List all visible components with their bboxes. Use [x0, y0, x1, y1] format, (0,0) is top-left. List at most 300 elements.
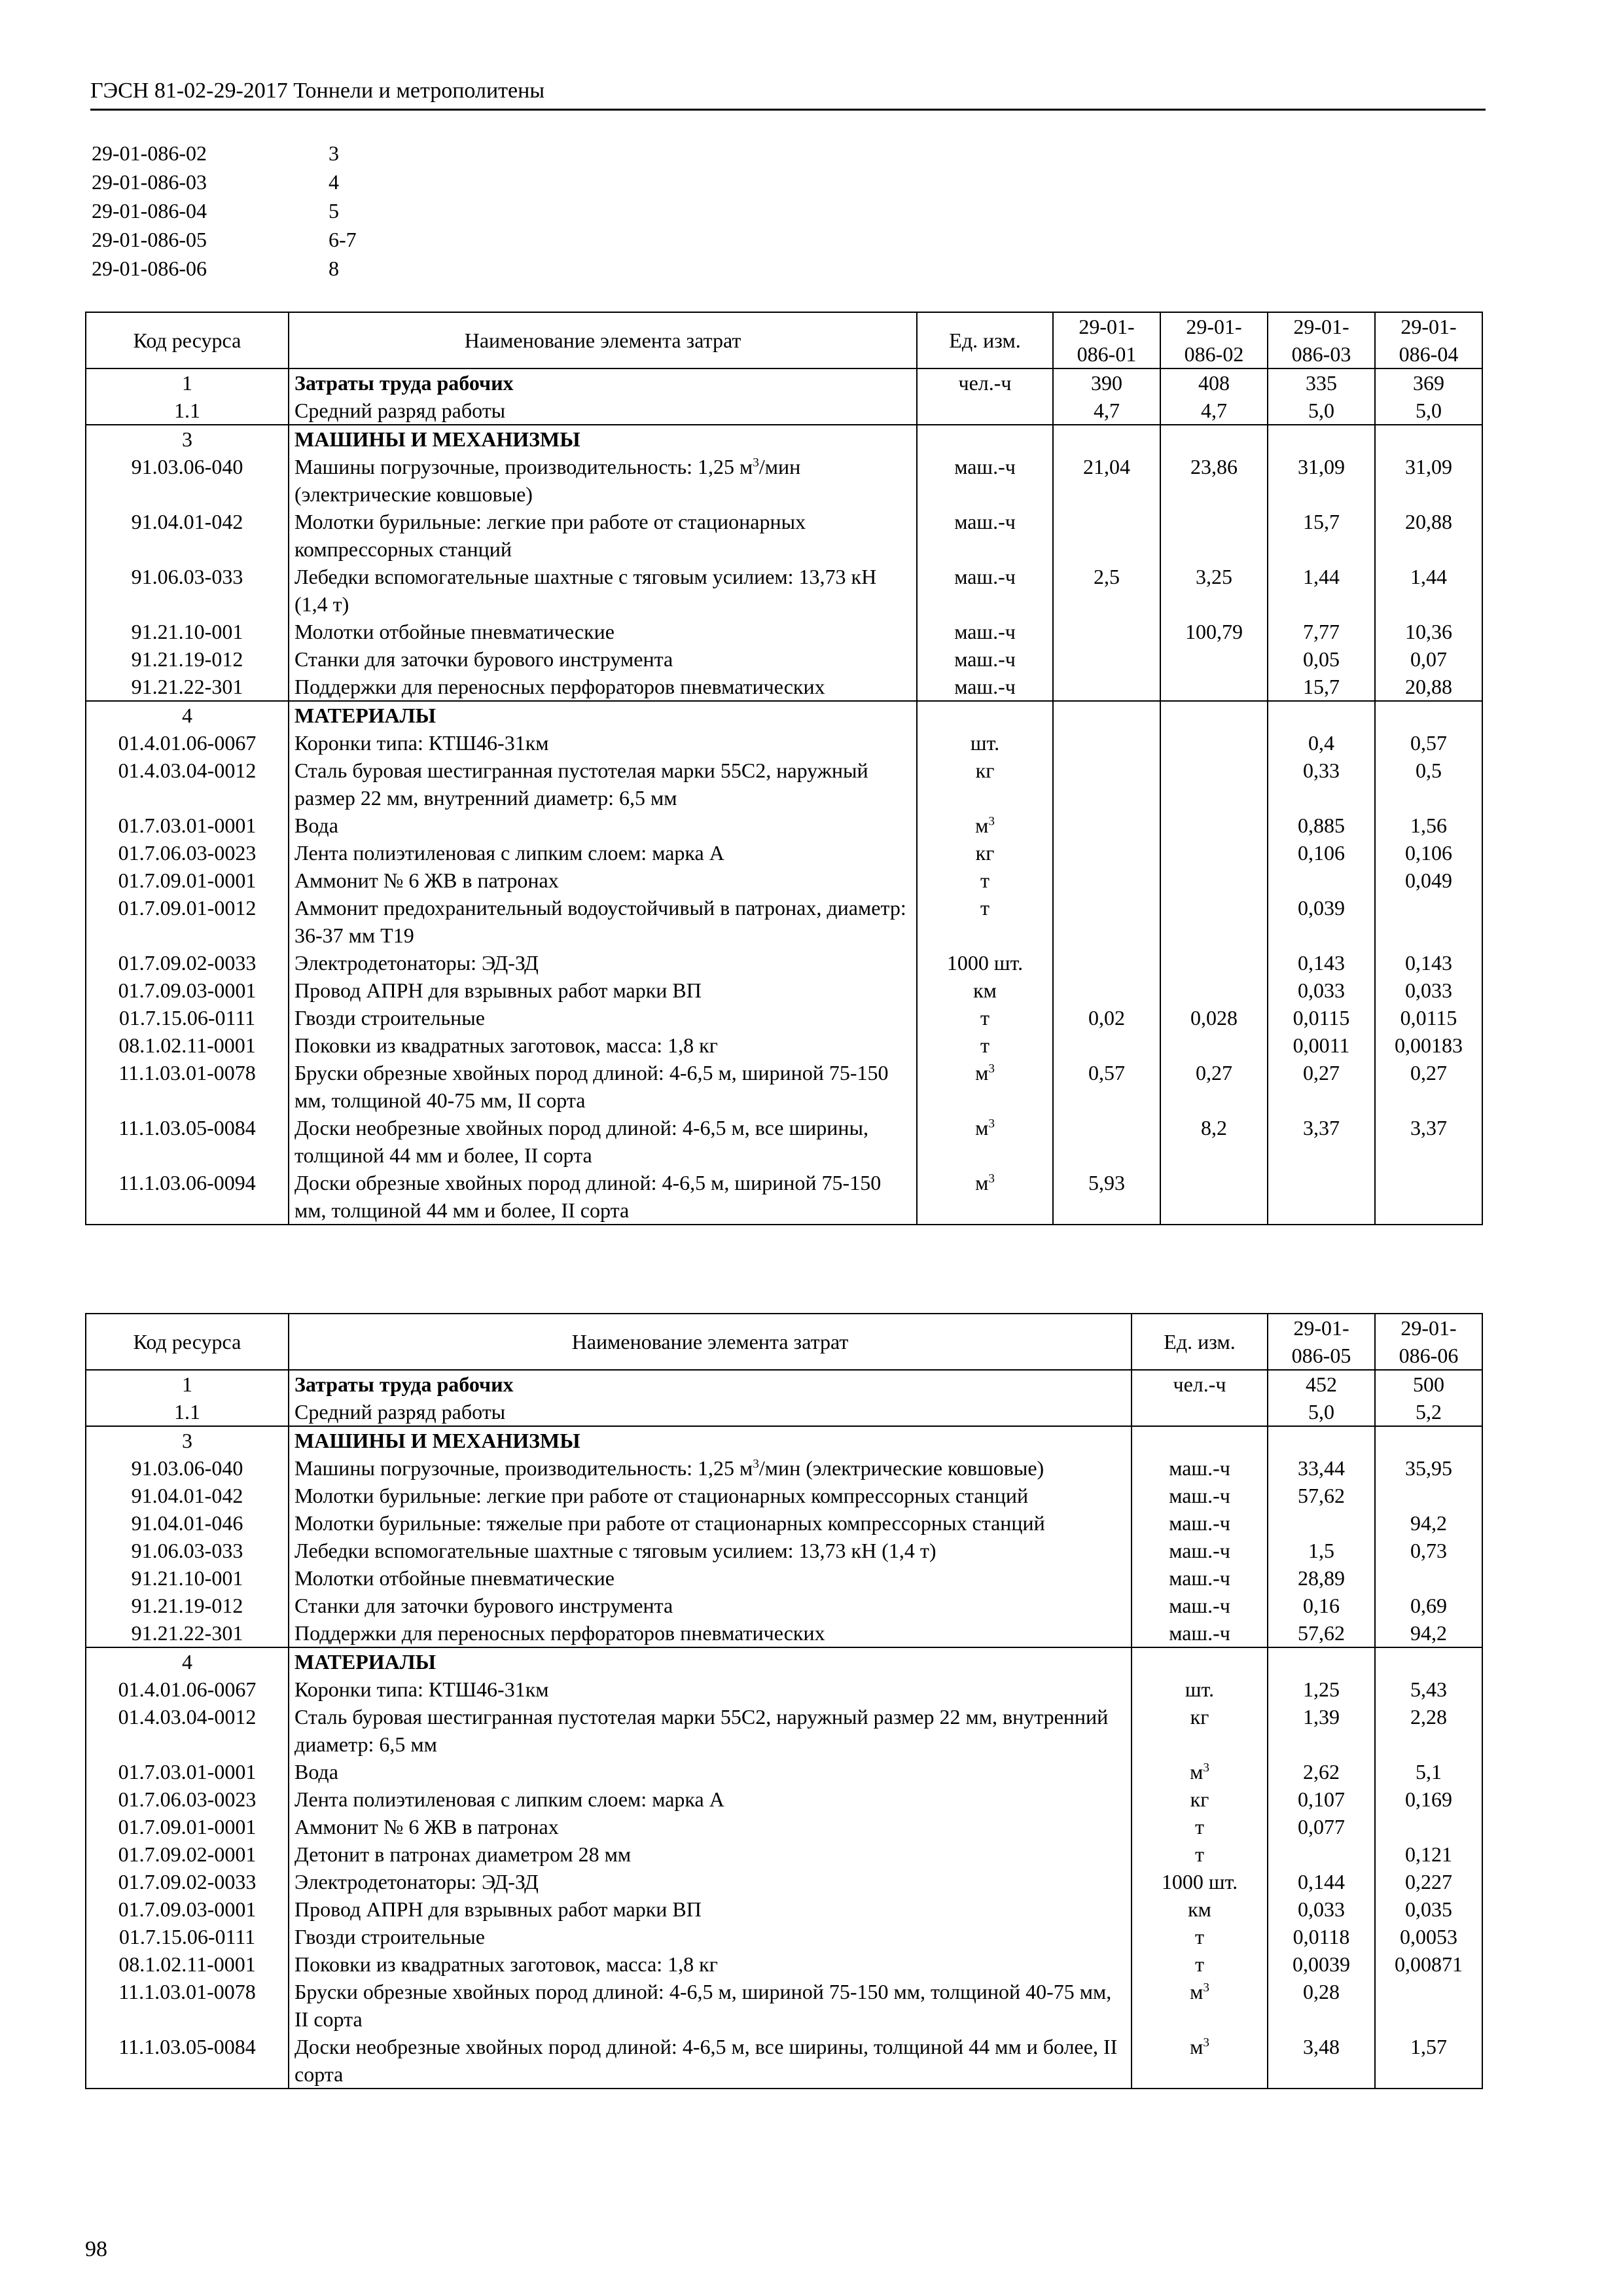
resource-name: Вода	[289, 1758, 1132, 1785]
code-list-code: 29-01-086-05	[92, 228, 207, 251]
resource-name: Электродетонаторы: ЭД-ЗД	[289, 1868, 1132, 1895]
value-cell: 0,033	[1268, 1895, 1375, 1923]
value-cell	[1268, 701, 1375, 729]
section-row	[86, 425, 1482, 453]
value-cell	[1053, 673, 1160, 701]
table-row	[86, 949, 1482, 977]
value-cell: 0,0115	[1375, 1004, 1482, 1031]
value-cell	[1160, 1169, 1268, 1225]
table-row	[86, 812, 1482, 839]
code-list-value: 5	[329, 199, 339, 223]
value-cell: 1,25	[1268, 1676, 1375, 1703]
value-cell	[1375, 701, 1482, 729]
unit: т	[1132, 1813, 1268, 1840]
code-list-code: 29-01-086-03	[92, 170, 207, 194]
unit: маш.-ч	[1132, 1619, 1268, 1647]
resource-name: Коронки типа: КТШ46-31км	[289, 1676, 1132, 1703]
value-cell: 0,02	[1053, 1004, 1160, 1031]
unit: кг	[1132, 1703, 1268, 1758]
value-cell: 7,77	[1268, 618, 1375, 645]
value-cell	[1268, 1426, 1375, 1454]
resource-name: Провод АПРН для взрывных работ марки ВП	[289, 977, 917, 1004]
resource-name: Станки для заточки бурового инструмента	[289, 645, 917, 673]
resource-name: Бруски обрезные хвойных пород длиной: 4-6,5 м, шириной 75-150 мм, толщиной 40-75 мм, II сорта	[289, 1059, 917, 1114]
value-cell: 390	[1053, 368, 1160, 397]
code-list-value: 3	[329, 141, 339, 165]
value-cell: 0,106	[1375, 839, 1482, 867]
resource-code: 01.7.09.02-0001	[86, 1840, 289, 1868]
resource-name: МАШИНЫ И МЕХАНИЗМЫ	[289, 1426, 1132, 1454]
resource-code: 01.4.03.04-0012	[86, 1703, 289, 1758]
value-cell: 0,033	[1268, 977, 1375, 1004]
code-list-code: 29-01-086-04	[92, 199, 207, 223]
table-row	[86, 1482, 1482, 1509]
value-cell: 0,885	[1268, 812, 1375, 839]
table-header-row	[86, 1314, 1482, 1370]
page-number: 98	[85, 2237, 107, 2261]
value-cell: 0,0039	[1268, 1950, 1375, 1978]
value-cell: 5,0	[1268, 397, 1375, 425]
value-cell: 1,44	[1375, 563, 1482, 618]
value-cell	[1375, 1647, 1482, 1676]
resource-code: 91.03.06-040	[86, 453, 289, 508]
resource-name: Поковки из квадратных заготовок, масса: 1,8 кг	[289, 1950, 1132, 1978]
table-row	[86, 1868, 1482, 1895]
value-cell	[1160, 977, 1268, 1004]
value-cell: 0,033	[1375, 977, 1482, 1004]
value-cell	[1375, 1978, 1482, 2033]
table-row	[86, 1059, 1482, 1114]
column-header: Код ресурса	[86, 312, 289, 368]
value-cell: 0,33	[1268, 757, 1375, 812]
resource-code: 11.1.03.01-0078	[86, 1978, 289, 2033]
unit: маш.-ч	[1132, 1592, 1268, 1619]
resource-name: Машины погрузочные, производительность: 1,25 $м^3$/мин (электрические ковшовые)	[289, 1454, 1132, 1482]
value-cell	[1053, 508, 1160, 563]
resource-name: Бруски обрезные хвойных пород длиной: 4-6,5 м, шириной 75-150 мм, толщиной 40-75 мм, II сорта	[289, 1978, 1132, 2033]
value-cell: 0,27	[1375, 1059, 1482, 1114]
value-cell: 0,077	[1268, 1813, 1375, 1840]
value-cell: 0,05	[1268, 645, 1375, 673]
value-cell	[1053, 949, 1160, 977]
unit: $м^3$	[1132, 1758, 1268, 1785]
resource-name: Молотки отбойные пневматические	[289, 1564, 1132, 1592]
unit: маш.-ч	[917, 508, 1053, 563]
table-row	[86, 1592, 1482, 1619]
code-list-item	[92, 225, 357, 254]
resource-code: 01.7.09.01-0001	[86, 1813, 289, 1840]
value-cell: 0,121	[1375, 1840, 1482, 1868]
code-list-value: 8	[329, 257, 339, 280]
unit: чел.-ч	[917, 368, 1053, 397]
code-list-code: 29-01-086-06	[92, 257, 207, 280]
value-cell: 5,1	[1375, 1758, 1482, 1785]
table-row	[86, 1895, 1482, 1923]
code-list-item	[92, 196, 357, 225]
table-row	[86, 977, 1482, 1004]
unit: маш.-ч	[917, 618, 1053, 645]
value-cell: 0,169	[1375, 1785, 1482, 1813]
value-cell: 5,0	[1375, 397, 1482, 425]
value-cell: 0,143	[1375, 949, 1482, 977]
resource-code: 3	[86, 425, 289, 453]
value-cell: 0,00871	[1375, 1950, 1482, 1978]
resource-code: 11.1.03.06-0094	[86, 1169, 289, 1225]
resource-table-2	[85, 1313, 1483, 2089]
value-cell	[1160, 812, 1268, 839]
unit: маш.-ч	[917, 673, 1053, 701]
value-cell	[1053, 839, 1160, 867]
unit	[1132, 1647, 1268, 1676]
value-cell	[1268, 867, 1375, 894]
value-cell	[1053, 867, 1160, 894]
resource-code: 01.7.06.03-0023	[86, 1785, 289, 1813]
resource-name: Детонит в патронах диаметром 28 мм	[289, 1840, 1132, 1868]
resource-code: 01.7.06.03-0023	[86, 839, 289, 867]
value-cell	[1053, 645, 1160, 673]
value-cell	[1268, 1169, 1375, 1225]
table-row	[86, 1676, 1482, 1703]
value-cell	[1375, 1426, 1482, 1454]
resource-code: 11.1.03.05-0084	[86, 2033, 289, 2089]
value-cell: 0,57	[1053, 1059, 1160, 1114]
value-cell: 0,00183	[1375, 1031, 1482, 1059]
value-cell: 23,86	[1160, 453, 1268, 508]
table-header-row	[86, 312, 1482, 368]
column-header: Наименование элемента затрат	[289, 1314, 1132, 1370]
unit: чел.-ч	[1132, 1370, 1268, 1398]
value-cell: 1,57	[1375, 2033, 1482, 2089]
value-cell: 94,2	[1375, 1619, 1482, 1647]
resource-name: Затраты труда рабочих	[289, 1370, 1132, 1398]
value-cell: 2,62	[1268, 1758, 1375, 1785]
value-cell: 408	[1160, 368, 1268, 397]
resource-code: 01.7.15.06-0111	[86, 1923, 289, 1950]
value-cell: 3,48	[1268, 2033, 1375, 2089]
column-header: 29-01- 086-02	[1160, 312, 1268, 368]
resource-name: Коронки типа: КТШ46-31км	[289, 729, 917, 757]
value-cell: 57,62	[1268, 1482, 1375, 1509]
resource-code: 08.1.02.11-0001	[86, 1950, 289, 1978]
resource-code: 1	[86, 1370, 289, 1398]
resource-name: Молотки бурильные: легкие при работе от стационарных компрессорных станций	[289, 1482, 1132, 1509]
resource-code: 91.06.03-033	[86, 1537, 289, 1564]
resource-name: Поддержки для переносных перфораторов пневматических	[289, 1619, 1132, 1647]
column-header: Наименование элемента затрат	[289, 312, 917, 368]
value-cell: 0,0053	[1375, 1923, 1482, 1950]
value-cell: 0,27	[1160, 1059, 1268, 1114]
resource-code: 08.1.02.11-0001	[86, 1031, 289, 1059]
unit: т	[917, 1031, 1053, 1059]
section-row	[86, 1426, 1482, 1454]
value-cell: 2,5	[1053, 563, 1160, 618]
value-cell	[1053, 977, 1160, 1004]
value-cell: 0,028	[1160, 1004, 1268, 1031]
value-cell	[1160, 673, 1268, 701]
value-cell	[1375, 1564, 1482, 1592]
resource-code: 91.04.01-042	[86, 1482, 289, 1509]
table-row	[86, 1978, 1482, 2033]
value-cell	[1268, 1840, 1375, 1868]
resource-code: 01.4.01.06-0067	[86, 1676, 289, 1703]
unit: маш.-ч	[1132, 1509, 1268, 1537]
unit: $м^3$	[917, 1114, 1053, 1169]
resource-name: Сталь буровая шестигранная пустотелая марки 55С2, наружный размер 22 мм, внутренний диаметр: 6,5 мм	[289, 1703, 1132, 1758]
unit: км	[917, 977, 1053, 1004]
resource-name: Доски необрезные хвойных пород длиной: 4-6,5 м, все ширины, толщиной 44 мм и более, II сорта	[289, 1114, 917, 1169]
value-cell: 0,0011	[1268, 1031, 1375, 1059]
code-list-item	[92, 139, 357, 168]
resource-name: Гвозди строительные	[289, 1004, 917, 1031]
value-cell: 0,69	[1375, 1592, 1482, 1619]
table-row	[86, 1454, 1482, 1482]
column-header: 29-01- 086-06	[1375, 1314, 1482, 1370]
resource-name: Сталь буровая шестигранная пустотелая марки 55С2, наружный размер 22 мм, внутренний диаметр: 6,5 мм	[289, 757, 917, 812]
resource-name: МАТЕРИАЛЫ	[289, 701, 917, 729]
column-header: 29-01- 086-01	[1053, 312, 1160, 368]
unit	[1132, 1398, 1268, 1426]
value-cell: 20,88	[1375, 508, 1482, 563]
unit: маш.-ч	[1132, 1537, 1268, 1564]
table-row	[86, 1785, 1482, 1813]
value-cell: 369	[1375, 368, 1482, 397]
resource-code: 01.7.15.06-0111	[86, 1004, 289, 1031]
section-row	[86, 1370, 1482, 1398]
value-cell	[1375, 1169, 1482, 1225]
resource-code: 01.4.03.04-0012	[86, 757, 289, 812]
resource-code: 91.21.10-001	[86, 618, 289, 645]
table-row	[86, 2033, 1482, 2089]
unit: км	[1132, 1895, 1268, 1923]
table-row	[86, 1114, 1482, 1169]
resource-name: Поддержки для переносных перфораторов пневматических	[289, 673, 917, 701]
value-cell: 0,57	[1375, 729, 1482, 757]
unit: маш.-ч	[917, 645, 1053, 673]
table-row	[86, 1564, 1482, 1592]
table-row	[86, 1840, 1482, 1868]
resource-code: 1.1	[86, 1398, 289, 1426]
resource-name: Лента полиэтиленовая с липким слоем: марка А	[289, 1785, 1132, 1813]
value-cell: 3,25	[1160, 563, 1268, 618]
value-cell	[1160, 757, 1268, 812]
value-cell: 0,16	[1268, 1592, 1375, 1619]
resource-code: 91.21.22-301	[86, 1619, 289, 1647]
value-cell: 500	[1375, 1370, 1482, 1398]
value-cell: 1,44	[1268, 563, 1375, 618]
column-header: Ед. изм.	[917, 312, 1053, 368]
value-cell: 2,28	[1375, 1703, 1482, 1758]
table-row	[86, 508, 1482, 563]
table-row	[86, 1758, 1482, 1785]
unit: маш.-ч	[917, 453, 1053, 508]
value-cell: 0,27	[1268, 1059, 1375, 1114]
resource-code: 11.1.03.05-0084	[86, 1114, 289, 1169]
resource-code: 91.04.01-042	[86, 508, 289, 563]
value-cell: 8,2	[1160, 1114, 1268, 1169]
value-cell: 0,144	[1268, 1868, 1375, 1895]
resource-code: 4	[86, 701, 289, 729]
resource-name: Молотки бурильные: тяжелые при работе от стационарных компрессорных станций	[289, 1509, 1132, 1537]
value-cell: 5,0	[1268, 1398, 1375, 1426]
table-row	[86, 894, 1482, 949]
value-cell: 21,04	[1053, 453, 1160, 508]
resource-code: 3	[86, 1426, 289, 1454]
resource-code: 01.7.03.01-0001	[86, 1758, 289, 1785]
code-list-value: 4	[329, 170, 339, 194]
table-row	[86, 618, 1482, 645]
table-row	[86, 673, 1482, 701]
value-cell	[1160, 839, 1268, 867]
value-cell	[1268, 1647, 1375, 1676]
resource-code: 91.21.19-012	[86, 645, 289, 673]
value-cell: 3,37	[1268, 1114, 1375, 1169]
value-cell: 35,95	[1375, 1454, 1482, 1482]
table-row	[86, 1031, 1482, 1059]
resource-code: 01.7.09.02-0033	[86, 1868, 289, 1895]
value-cell	[1160, 701, 1268, 729]
resource-name: Средний разряд работы	[289, 397, 917, 425]
unit: $м^3$	[917, 1169, 1053, 1225]
value-cell	[1160, 894, 1268, 949]
resource-name: Аммонит предохранительный водоустойчивый в патронах, диаметр: 36-37 мм Т19	[289, 894, 917, 949]
unit: кг	[917, 839, 1053, 867]
column-header: 29-01- 086-03	[1268, 312, 1375, 368]
value-cell: 1,39	[1268, 1703, 1375, 1758]
resource-name: Доски необрезные хвойных пород длиной: 4-6,5 м, все ширины, толщиной 44 мм и более, II сорта	[289, 2033, 1132, 2089]
value-cell: 33,44	[1268, 1454, 1375, 1482]
unit: шт.	[1132, 1676, 1268, 1703]
value-cell: 0,5	[1375, 757, 1482, 812]
resource-name: Лебедки вспомогательные шахтные с тяговым усилием: 13,73 кН (1,4 т)	[289, 1537, 1132, 1564]
value-cell	[1160, 1031, 1268, 1059]
resource-name: Станки для заточки бурового инструмента	[289, 1592, 1132, 1619]
resource-code: 01.7.09.01-0012	[86, 894, 289, 949]
value-cell: 5,43	[1375, 1676, 1482, 1703]
value-cell: 31,09	[1375, 453, 1482, 508]
resource-name: МАТЕРИАЛЫ	[289, 1647, 1132, 1676]
table-row	[86, 645, 1482, 673]
unit: $м^3$	[917, 1059, 1053, 1114]
table-row	[86, 1004, 1482, 1031]
value-cell: 15,7	[1268, 673, 1375, 701]
table-row	[86, 1813, 1482, 1840]
column-header: 29-01- 086-04	[1375, 312, 1482, 368]
code-list-value: 6-7	[329, 228, 357, 251]
table-row	[86, 453, 1482, 508]
resource-code: 01.7.09.03-0001	[86, 977, 289, 1004]
unit: т	[917, 867, 1053, 894]
code-list-item	[92, 168, 357, 196]
value-cell: 4,7	[1053, 397, 1160, 425]
resource-code: 91.06.03-033	[86, 563, 289, 618]
value-cell	[1268, 425, 1375, 453]
resource-code: 1	[86, 368, 289, 397]
value-cell: 57,62	[1268, 1619, 1375, 1647]
value-cell: 0,107	[1268, 1785, 1375, 1813]
unit	[1132, 1426, 1268, 1454]
unit: 1000 шт.	[917, 949, 1053, 977]
value-cell	[1375, 1813, 1482, 1840]
resource-code: 91.21.22-301	[86, 673, 289, 701]
value-cell: 0,73	[1375, 1537, 1482, 1564]
resource-name: Лебедки вспомогательные шахтные с тяговым усилием: 13,73 кН (1,4 т)	[289, 563, 917, 618]
value-cell: 31,09	[1268, 453, 1375, 508]
table-row	[86, 839, 1482, 867]
table-row	[86, 1923, 1482, 1950]
resource-code: 01.7.09.01-0001	[86, 867, 289, 894]
value-cell	[1375, 425, 1482, 453]
value-cell	[1160, 949, 1268, 977]
column-header: Код ресурса	[86, 1314, 289, 1370]
table-row	[86, 757, 1482, 812]
unit: кг	[917, 757, 1053, 812]
resource-name: Молотки бурильные: легкие при работе от стационарных компрессорных станций	[289, 508, 917, 563]
unit	[917, 701, 1053, 729]
column-header: Ед. изм.	[1132, 1314, 1268, 1370]
value-cell	[1053, 757, 1160, 812]
table-row	[86, 1703, 1482, 1758]
value-cell	[1160, 867, 1268, 894]
value-cell: 0,049	[1375, 867, 1482, 894]
value-cell: 0,07	[1375, 645, 1482, 673]
value-cell: 0,035	[1375, 1895, 1482, 1923]
resource-name: Доски обрезные хвойных пород длиной: 4-6,5 м, шириной 75-150 мм, толщиной 44 мм и более, II сорта	[289, 1169, 917, 1225]
code-list	[92, 139, 357, 283]
value-cell: 0,28	[1268, 1978, 1375, 2033]
unit: маш.-ч	[1132, 1564, 1268, 1592]
unit: шт.	[917, 729, 1053, 757]
unit: 1000 шт.	[1132, 1868, 1268, 1895]
unit: маш.-ч	[917, 563, 1053, 618]
value-cell	[1053, 425, 1160, 453]
value-cell: 94,2	[1375, 1509, 1482, 1537]
resource-code: 01.7.09.03-0001	[86, 1895, 289, 1923]
unit: $м^3$	[917, 812, 1053, 839]
value-cell	[1160, 645, 1268, 673]
section-row	[86, 1647, 1482, 1676]
value-cell	[1160, 729, 1268, 757]
section-row	[86, 701, 1482, 729]
value-cell: 100,79	[1160, 618, 1268, 645]
resource-name: Средний разряд работы	[289, 1398, 1132, 1426]
table-row	[86, 1619, 1482, 1647]
value-cell: 0,039	[1268, 894, 1375, 949]
code-list-code: 29-01-086-02	[92, 141, 207, 165]
value-cell: 0,4	[1268, 729, 1375, 757]
value-cell: 28,89	[1268, 1564, 1375, 1592]
table-row	[86, 1950, 1482, 1978]
resource-name: Аммонит № 6 ЖВ в патронах	[289, 867, 917, 894]
resource-code: 1.1	[86, 397, 289, 425]
resource-name: Машины погрузочные, производительность: 1,25 $м^3$/мин (электрические ковшовые)	[289, 453, 917, 508]
page-header: ГЭСН 81-02-29-2017 Тоннели и метрополитены	[90, 76, 1486, 111]
unit: т	[1132, 1923, 1268, 1950]
resource-code: 01.7.03.01-0001	[86, 812, 289, 839]
resource-name: Молотки отбойные пневматические	[289, 618, 917, 645]
section-row	[86, 368, 1482, 397]
value-cell	[1160, 425, 1268, 453]
unit: т	[1132, 1950, 1268, 1978]
resource-code: 91.03.06-040	[86, 1454, 289, 1482]
value-cell	[1160, 508, 1268, 563]
value-cell	[1053, 729, 1160, 757]
resource-name: Поковки из квадратных заготовок, масса: 1,8 кг	[289, 1031, 917, 1059]
code-list-item	[92, 254, 357, 283]
unit: $м^3$	[1132, 1978, 1268, 2033]
resource-code: 4	[86, 1647, 289, 1676]
value-cell: 10,36	[1375, 618, 1482, 645]
value-cell: 452	[1268, 1370, 1375, 1398]
